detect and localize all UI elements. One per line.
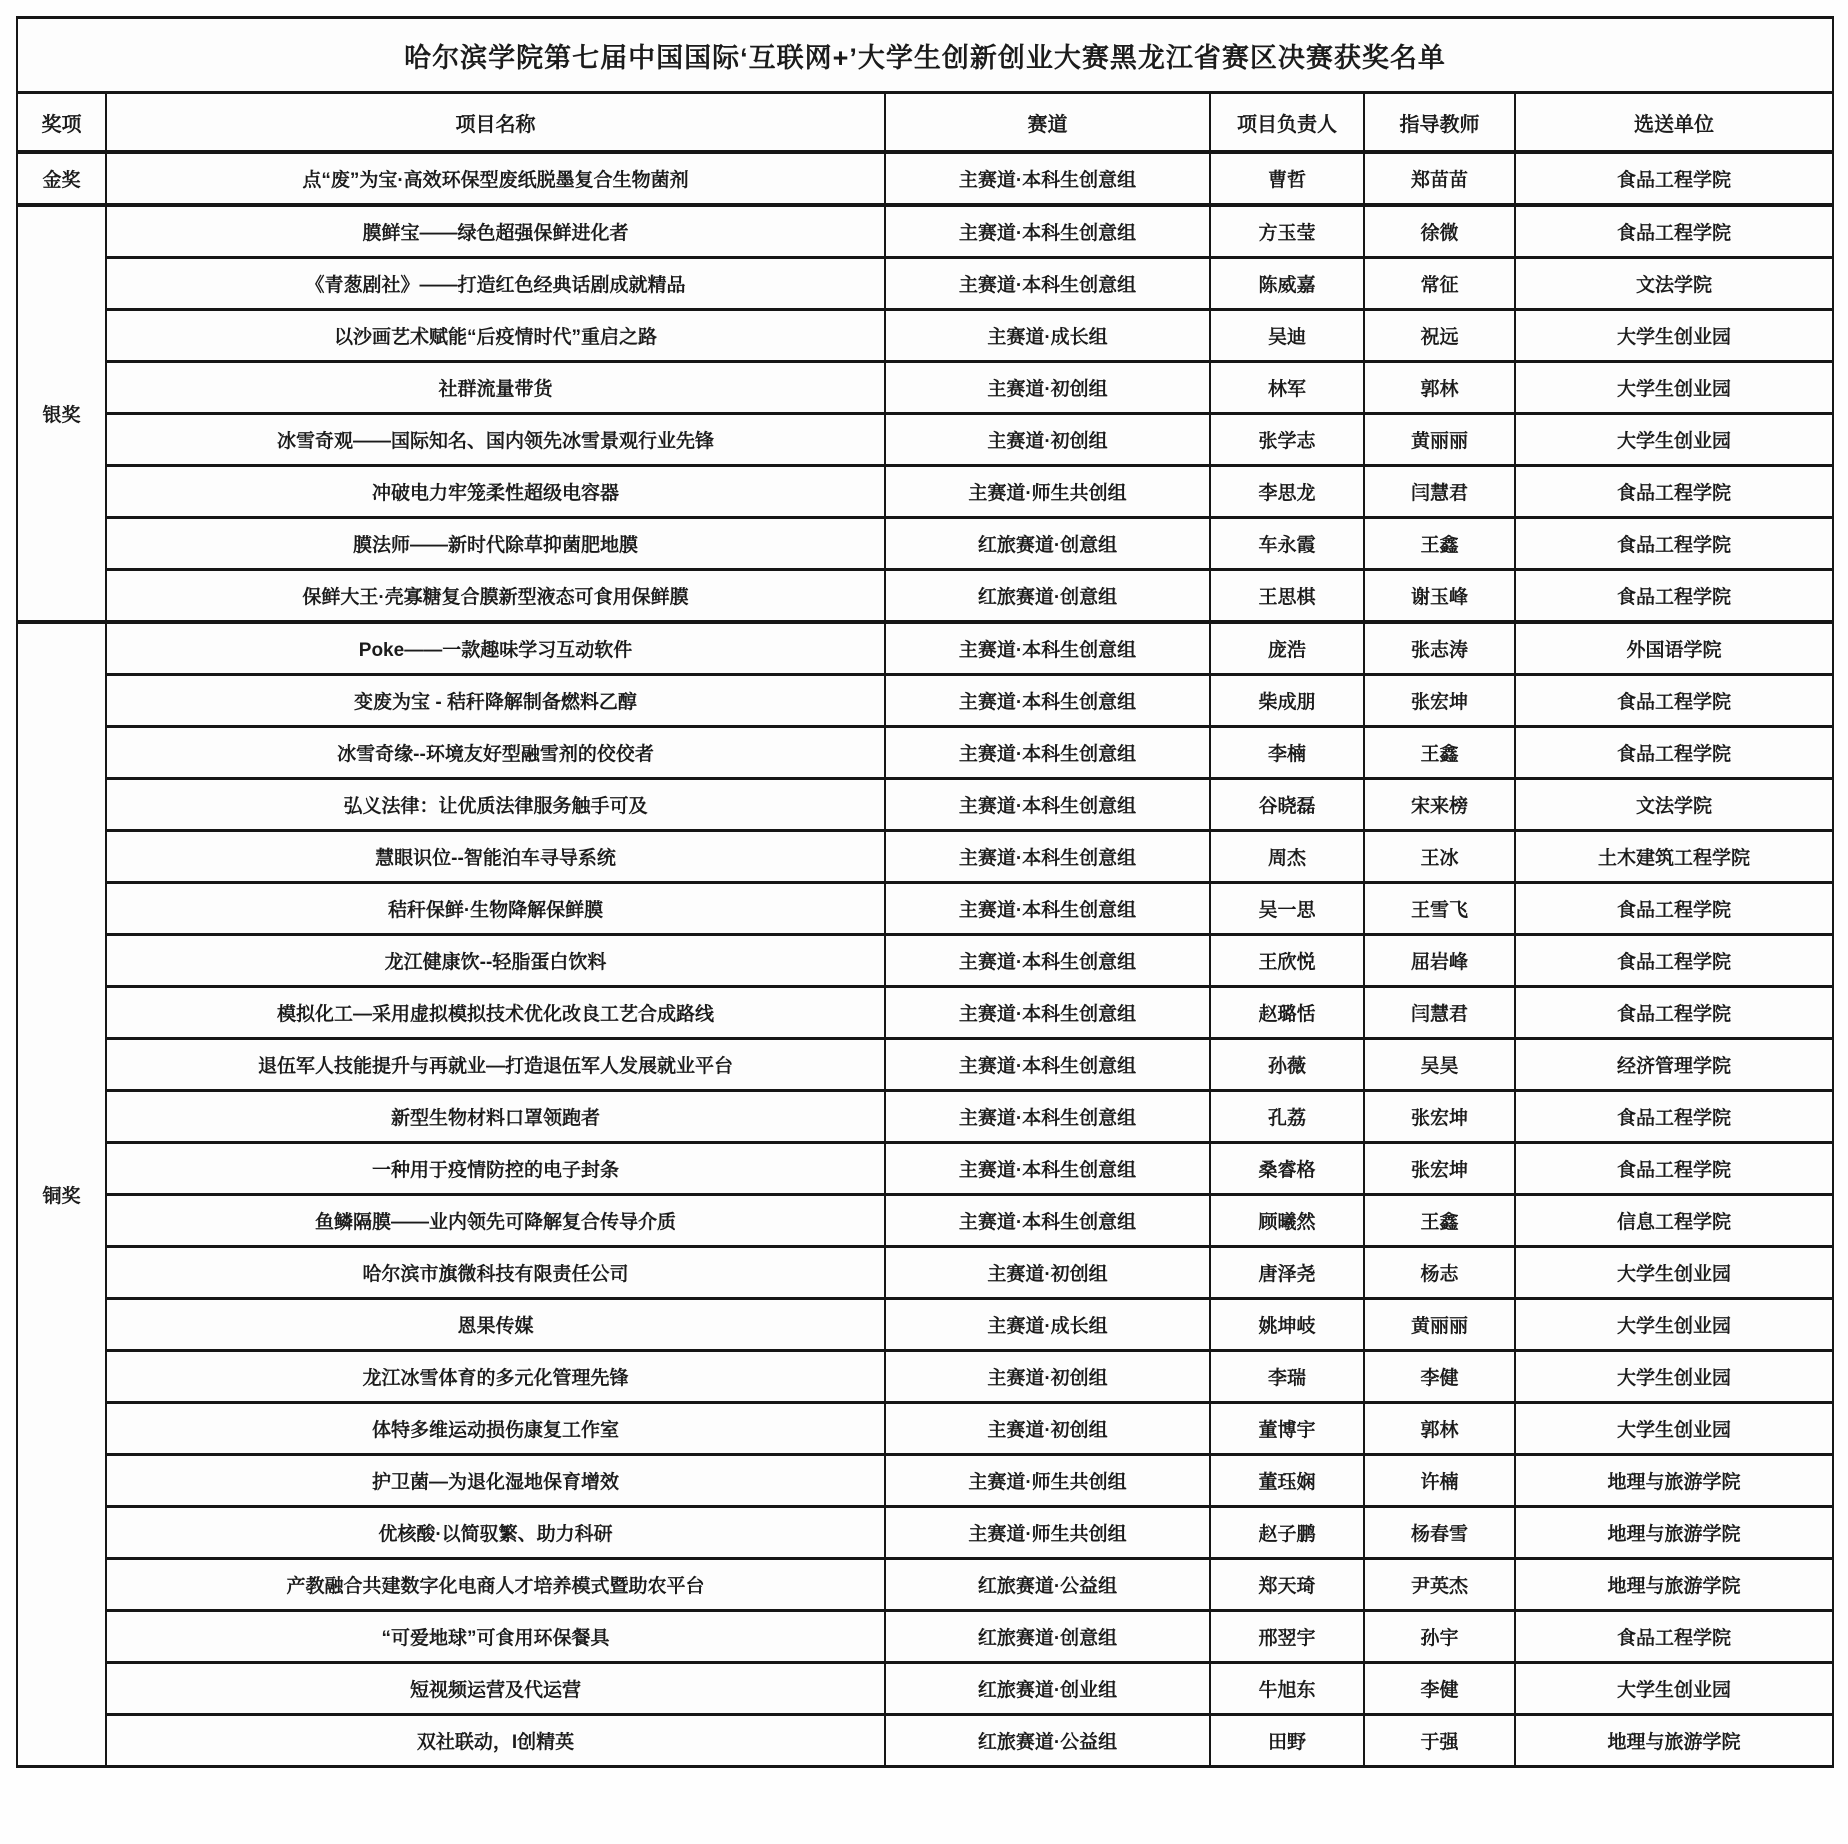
leader-cell: 桑睿格 bbox=[1210, 1143, 1364, 1195]
project-name-cell: 优核酸·以简驭繁、助力科研 bbox=[106, 1507, 885, 1559]
table-title-row bbox=[17, 18, 1833, 93]
project-name-cell: 膜法师——新时代除草抑菌肥地膜 bbox=[106, 518, 885, 570]
leader-cell: 郑天琦 bbox=[1210, 1559, 1364, 1611]
teacher-cell: 祝远 bbox=[1364, 310, 1515, 362]
leader-cell: 赵璐恬 bbox=[1210, 987, 1364, 1039]
leader-cell: 谷晓磊 bbox=[1210, 779, 1364, 831]
table-row bbox=[17, 622, 1833, 675]
leader-cell: 唐泽尧 bbox=[1210, 1247, 1364, 1299]
project-name-cell: 双社联动，I创精英 bbox=[106, 1715, 885, 1767]
project-name-cell: 哈尔滨市旗微科技有限责任公司 bbox=[106, 1247, 885, 1299]
track-cell: 主赛道·本科生创意组 bbox=[885, 1143, 1210, 1195]
award-cell: 银奖 bbox=[17, 205, 106, 622]
track-cell: 红旅赛道·公益组 bbox=[885, 1559, 1210, 1611]
track-cell: 主赛道·师生共创组 bbox=[885, 1455, 1210, 1507]
teacher-cell: 王鑫 bbox=[1364, 727, 1515, 779]
column-header: 奖项 bbox=[17, 93, 106, 153]
track-cell: 主赛道·本科生创意组 bbox=[885, 622, 1210, 675]
table-row bbox=[17, 1143, 1833, 1195]
project-name-cell: 膜鲜宝——绿色超强保鲜进化者 bbox=[106, 205, 885, 258]
table-header-row bbox=[17, 93, 1833, 153]
leader-cell: 田野 bbox=[1210, 1715, 1364, 1767]
unit-cell: 食品工程学院 bbox=[1515, 883, 1833, 935]
teacher-cell: 宋来榜 bbox=[1364, 779, 1515, 831]
leader-cell: 柴成朋 bbox=[1210, 675, 1364, 727]
track-cell: 主赛道·成长组 bbox=[885, 310, 1210, 362]
table-row bbox=[17, 518, 1833, 570]
leader-cell: 吴迪 bbox=[1210, 310, 1364, 362]
unit-cell: 地理与旅游学院 bbox=[1515, 1455, 1833, 1507]
table-row bbox=[17, 1403, 1833, 1455]
teacher-cell: 于强 bbox=[1364, 1715, 1515, 1767]
leader-cell: 董博宇 bbox=[1210, 1403, 1364, 1455]
leader-cell: 周杰 bbox=[1210, 831, 1364, 883]
unit-cell: 大学生创业园 bbox=[1515, 310, 1833, 362]
teacher-cell: 吴昊 bbox=[1364, 1039, 1515, 1091]
track-cell: 红旅赛道·创业组 bbox=[885, 1663, 1210, 1715]
track-cell: 红旅赛道·公益组 bbox=[885, 1715, 1210, 1767]
project-name-cell: 变废为宝 - 秸秆降解制备燃料乙醇 bbox=[106, 675, 885, 727]
table-row bbox=[17, 1247, 1833, 1299]
project-name-cell: 以沙画艺术赋能“后疫情时代”重启之路 bbox=[106, 310, 885, 362]
unit-cell: 食品工程学院 bbox=[1515, 727, 1833, 779]
teacher-cell: 张宏坤 bbox=[1364, 675, 1515, 727]
table-row bbox=[17, 1091, 1833, 1143]
leader-cell: 吴一思 bbox=[1210, 883, 1364, 935]
project-name-cell: 冲破电力牢笼柔性超级电容器 bbox=[106, 466, 885, 518]
table-row bbox=[17, 362, 1833, 414]
leader-cell: 李瑞 bbox=[1210, 1351, 1364, 1403]
table-row bbox=[17, 310, 1833, 362]
track-cell: 主赛道·本科生创意组 bbox=[885, 1039, 1210, 1091]
teacher-cell: 谢玉峰 bbox=[1364, 570, 1515, 623]
project-name-cell: 模拟化工—采用虚拟模拟技术优化改良工艺合成路线 bbox=[106, 987, 885, 1039]
track-cell: 主赛道·初创组 bbox=[885, 1351, 1210, 1403]
project-name-cell: 社群流量带货 bbox=[106, 362, 885, 414]
unit-cell: 大学生创业园 bbox=[1515, 1403, 1833, 1455]
unit-cell: 地理与旅游学院 bbox=[1515, 1715, 1833, 1767]
leader-cell: 车永霞 bbox=[1210, 518, 1364, 570]
teacher-cell: 黄丽丽 bbox=[1364, 414, 1515, 466]
track-cell: 主赛道·本科生创意组 bbox=[885, 675, 1210, 727]
project-name-cell: 体特多维运动损伤康复工作室 bbox=[106, 1403, 885, 1455]
leader-cell: 邢翌宇 bbox=[1210, 1611, 1364, 1663]
teacher-cell: 屈岩峰 bbox=[1364, 935, 1515, 987]
track-cell: 主赛道·本科生创意组 bbox=[885, 883, 1210, 935]
leader-cell: 李思龙 bbox=[1210, 466, 1364, 518]
unit-cell: 食品工程学院 bbox=[1515, 152, 1833, 205]
table-row bbox=[17, 414, 1833, 466]
track-cell: 主赛道·本科生创意组 bbox=[885, 1195, 1210, 1247]
track-cell: 主赛道·成长组 bbox=[885, 1299, 1210, 1351]
unit-cell: 食品工程学院 bbox=[1515, 935, 1833, 987]
table-row bbox=[17, 205, 1833, 258]
award-cell: 铜奖 bbox=[17, 622, 106, 1767]
project-name-cell: 《青葱剧社》——打造红色经典话剧成就精品 bbox=[106, 258, 885, 310]
project-name-cell: Poke——一款趣味学习互动软件 bbox=[106, 622, 885, 675]
leader-cell: 董珏娴 bbox=[1210, 1455, 1364, 1507]
track-cell: 红旅赛道·创意组 bbox=[885, 1611, 1210, 1663]
track-cell: 主赛道·本科生创意组 bbox=[885, 935, 1210, 987]
teacher-cell: 王冰 bbox=[1364, 831, 1515, 883]
leader-cell: 曹哲 bbox=[1210, 152, 1364, 205]
leader-cell: 李楠 bbox=[1210, 727, 1364, 779]
project-name-cell: 恩果传媒 bbox=[106, 1299, 885, 1351]
leader-cell: 陈威嘉 bbox=[1210, 258, 1364, 310]
unit-cell: 经济管理学院 bbox=[1515, 1039, 1833, 1091]
project-name-cell: 护卫菌—为退化湿地保育增效 bbox=[106, 1455, 885, 1507]
table-row bbox=[17, 1351, 1833, 1403]
table-row bbox=[17, 987, 1833, 1039]
teacher-cell: 王鑫 bbox=[1364, 1195, 1515, 1247]
project-name-cell: 一种用于疫情防控的电子封条 bbox=[106, 1143, 885, 1195]
leader-cell: 牛旭东 bbox=[1210, 1663, 1364, 1715]
table-row bbox=[17, 831, 1833, 883]
table-row bbox=[17, 779, 1833, 831]
table-row bbox=[17, 1299, 1833, 1351]
project-name-cell: 龙江冰雪体育的多元化管理先锋 bbox=[106, 1351, 885, 1403]
unit-cell: 食品工程学院 bbox=[1515, 1143, 1833, 1195]
leader-cell: 王思棋 bbox=[1210, 570, 1364, 623]
unit-cell: 食品工程学院 bbox=[1515, 1611, 1833, 1663]
unit-cell: 大学生创业园 bbox=[1515, 1247, 1833, 1299]
teacher-cell: 李健 bbox=[1364, 1663, 1515, 1715]
track-cell: 主赛道·本科生创意组 bbox=[885, 987, 1210, 1039]
table-row bbox=[17, 570, 1833, 623]
column-header: 项目负责人 bbox=[1210, 93, 1364, 153]
track-cell: 主赛道·本科生创意组 bbox=[885, 831, 1210, 883]
teacher-cell: 徐微 bbox=[1364, 205, 1515, 258]
track-cell: 主赛道·本科生创意组 bbox=[885, 779, 1210, 831]
project-name-cell: 退伍军人技能提升与再就业—打造退伍军人发展就业平台 bbox=[106, 1039, 885, 1091]
project-name-cell: 冰雪奇缘--环境友好型融雪剂的佼佼者 bbox=[106, 727, 885, 779]
table-row bbox=[17, 727, 1833, 779]
table-row bbox=[17, 675, 1833, 727]
teacher-cell: 杨春雪 bbox=[1364, 1507, 1515, 1559]
project-name-cell: 冰雪奇观——国际知名、国内领先冰雪景观行业先锋 bbox=[106, 414, 885, 466]
leader-cell: 姚坤岐 bbox=[1210, 1299, 1364, 1351]
column-header: 赛道 bbox=[885, 93, 1210, 153]
track-cell: 主赛道·本科生创意组 bbox=[885, 727, 1210, 779]
leader-cell: 孙薇 bbox=[1210, 1039, 1364, 1091]
leader-cell: 庞浩 bbox=[1210, 622, 1364, 675]
track-cell: 主赛道·师生共创组 bbox=[885, 1507, 1210, 1559]
unit-cell: 食品工程学院 bbox=[1515, 570, 1833, 623]
track-cell: 红旅赛道·创意组 bbox=[885, 570, 1210, 623]
unit-cell: 地理与旅游学院 bbox=[1515, 1559, 1833, 1611]
table-row bbox=[17, 1507, 1833, 1559]
unit-cell: 外国语学院 bbox=[1515, 622, 1833, 675]
teacher-cell: 黄丽丽 bbox=[1364, 1299, 1515, 1351]
project-name-cell: 产教融合共建数字化电商人才培养模式暨助农平台 bbox=[106, 1559, 885, 1611]
teacher-cell: 常征 bbox=[1364, 258, 1515, 310]
column-header: 项目名称 bbox=[106, 93, 885, 153]
track-cell: 主赛道·初创组 bbox=[885, 1247, 1210, 1299]
unit-cell: 食品工程学院 bbox=[1515, 466, 1833, 518]
unit-cell: 大学生创业园 bbox=[1515, 1351, 1833, 1403]
teacher-cell: 孙宇 bbox=[1364, 1611, 1515, 1663]
track-cell: 红旅赛道·创意组 bbox=[885, 518, 1210, 570]
leader-cell: 孔荔 bbox=[1210, 1091, 1364, 1143]
project-name-cell: 点“废”为宝·高效环保型废纸脱墨复合生物菌剂 bbox=[106, 152, 885, 205]
track-cell: 主赛道·本科生创意组 bbox=[885, 152, 1210, 205]
unit-cell: 地理与旅游学院 bbox=[1515, 1507, 1833, 1559]
track-cell: 主赛道·初创组 bbox=[885, 362, 1210, 414]
leader-cell: 张学志 bbox=[1210, 414, 1364, 466]
teacher-cell: 闫慧君 bbox=[1364, 466, 1515, 518]
project-name-cell: 弘义法律：让优质法律服务触手可及 bbox=[106, 779, 885, 831]
unit-cell: 文法学院 bbox=[1515, 779, 1833, 831]
project-name-cell: 慧眼识位--智能泊车寻导系统 bbox=[106, 831, 885, 883]
teacher-cell: 郑苗苗 bbox=[1364, 152, 1515, 205]
track-cell: 主赛道·师生共创组 bbox=[885, 466, 1210, 518]
unit-cell: 食品工程学院 bbox=[1515, 987, 1833, 1039]
column-header: 选送单位 bbox=[1515, 93, 1833, 153]
table-row bbox=[17, 466, 1833, 518]
table-row bbox=[17, 258, 1833, 310]
unit-cell: 信息工程学院 bbox=[1515, 1195, 1833, 1247]
awards-table bbox=[16, 16, 1834, 1768]
teacher-cell: 杨志 bbox=[1364, 1247, 1515, 1299]
project-name-cell: 保鲜大王·壳寡糖复合膜新型液态可食用保鲜膜 bbox=[106, 570, 885, 623]
track-cell: 主赛道·本科生创意组 bbox=[885, 1091, 1210, 1143]
track-cell: 主赛道·本科生创意组 bbox=[885, 258, 1210, 310]
project-name-cell: 短视频运营及代运营 bbox=[106, 1663, 885, 1715]
column-header: 指导教师 bbox=[1364, 93, 1515, 153]
track-cell: 主赛道·初创组 bbox=[885, 1403, 1210, 1455]
teacher-cell: 郭林 bbox=[1364, 362, 1515, 414]
teacher-cell: 李健 bbox=[1364, 1351, 1515, 1403]
table-row bbox=[17, 935, 1833, 987]
leader-cell: 王欣悦 bbox=[1210, 935, 1364, 987]
track-cell: 主赛道·本科生创意组 bbox=[885, 205, 1210, 258]
teacher-cell: 尹英杰 bbox=[1364, 1559, 1515, 1611]
leader-cell: 赵子鹏 bbox=[1210, 1507, 1364, 1559]
project-name-cell: “可爱地球”可食用环保餐具 bbox=[106, 1611, 885, 1663]
table-row bbox=[17, 883, 1833, 935]
leader-cell: 林军 bbox=[1210, 362, 1364, 414]
table-row bbox=[17, 152, 1833, 205]
table-row bbox=[17, 1715, 1833, 1767]
unit-cell: 大学生创业园 bbox=[1515, 1299, 1833, 1351]
table-row bbox=[17, 1039, 1833, 1091]
award-cell: 金奖 bbox=[17, 152, 106, 205]
unit-cell: 大学生创业园 bbox=[1515, 414, 1833, 466]
unit-cell: 土木建筑工程学院 bbox=[1515, 831, 1833, 883]
table-row bbox=[17, 1663, 1833, 1715]
teacher-cell: 张志涛 bbox=[1364, 622, 1515, 675]
teacher-cell: 许楠 bbox=[1364, 1455, 1515, 1507]
unit-cell: 大学生创业园 bbox=[1515, 362, 1833, 414]
unit-cell: 食品工程学院 bbox=[1515, 1091, 1833, 1143]
unit-cell: 食品工程学院 bbox=[1515, 675, 1833, 727]
track-cell: 主赛道·初创组 bbox=[885, 414, 1210, 466]
table-row bbox=[17, 1455, 1833, 1507]
leader-cell: 方玉莹 bbox=[1210, 205, 1364, 258]
project-name-cell: 秸秆保鲜·生物降解保鲜膜 bbox=[106, 883, 885, 935]
teacher-cell: 郭林 bbox=[1364, 1403, 1515, 1455]
page-title: 哈尔滨学院第七届中国国际‘互联网+’大学生创新创业大赛黑龙江省赛区决赛获奖名单 bbox=[17, 18, 1833, 93]
table-row bbox=[17, 1195, 1833, 1247]
unit-cell: 食品工程学院 bbox=[1515, 205, 1833, 258]
teacher-cell: 王雪飞 bbox=[1364, 883, 1515, 935]
table-row bbox=[17, 1559, 1833, 1611]
project-name-cell: 新型生物材料口罩领跑者 bbox=[106, 1091, 885, 1143]
unit-cell: 文法学院 bbox=[1515, 258, 1833, 310]
table-row bbox=[17, 1611, 1833, 1663]
teacher-cell: 闫慧君 bbox=[1364, 987, 1515, 1039]
leader-cell: 顾曦然 bbox=[1210, 1195, 1364, 1247]
teacher-cell: 张宏坤 bbox=[1364, 1091, 1515, 1143]
teacher-cell: 张宏坤 bbox=[1364, 1143, 1515, 1195]
teacher-cell: 王鑫 bbox=[1364, 518, 1515, 570]
unit-cell: 大学生创业园 bbox=[1515, 1663, 1833, 1715]
unit-cell: 食品工程学院 bbox=[1515, 518, 1833, 570]
project-name-cell: 龙江健康饮--轻脂蛋白饮料 bbox=[106, 935, 885, 987]
project-name-cell: 鱼鳞隔膜——业内领先可降解复合传导介质 bbox=[106, 1195, 885, 1247]
